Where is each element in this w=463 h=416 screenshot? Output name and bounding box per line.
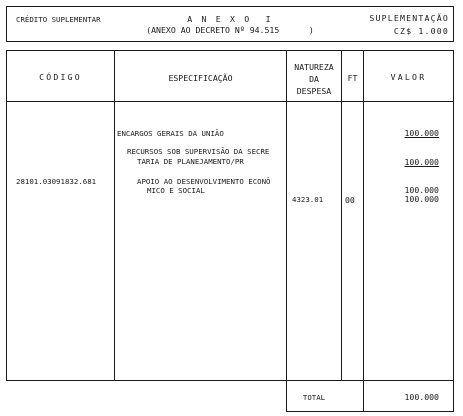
header-border-bottom [6, 41, 454, 42]
row-natureza: 4323.01 [292, 195, 324, 204]
row-ft: 00 [345, 195, 355, 205]
row-recursos-line1: RECURSOS SOB SUPERVISÃO DA SECRE [127, 147, 270, 156]
col-header-natureza-3: DESPESA [296, 86, 332, 96]
col-divider-natureza [341, 50, 342, 381]
header-credito-label: CRÉDITO SUPLEMENTAR [16, 15, 101, 24]
total-label: TOTAL [302, 393, 326, 402]
col-header-natureza-1: NATUREZA [294, 62, 334, 72]
header-anexo-subtitle: (ANEXO AO DECRETO Nº 94.515 ) [146, 25, 314, 35]
col-header-ft: FT [347, 73, 358, 83]
header-border-right [453, 6, 454, 42]
header-border-top [6, 6, 454, 7]
row-apoio-line2: MICO E SOCIAL [147, 186, 205, 195]
total-valor: 100.000 [404, 392, 439, 402]
table-border-bottom [6, 380, 454, 381]
row-apoio-valor-1: 100.000 [404, 185, 439, 195]
col-header-natureza-2: DA [309, 74, 319, 84]
header-anexo-title: A N E X O I [187, 14, 273, 24]
col-divider-codigo [114, 50, 115, 381]
total-box-bottom [286, 411, 454, 412]
table-border-left [6, 50, 7, 381]
row-encargos-valor: 100.000 [404, 128, 439, 138]
header-suplementacao-title: SUPLEMENTAÇÃO [369, 13, 449, 23]
table-border-top [6, 50, 454, 51]
row-encargos-label: ENCARGOS GERAIS DA UNIÃO [117, 129, 224, 138]
col-divider-especificacao [286, 50, 287, 412]
row-recursos-line2: TARIA DE PLANEJAMENTO/PR [137, 157, 244, 166]
row-codigo: 28101.03091832.681 [16, 177, 97, 186]
header-suplementacao-value: CZ$ 1.000 [393, 26, 449, 36]
row-apoio-valor-2: 100.000 [404, 194, 439, 204]
col-header-especificacao: ESPECIFICAÇÃO [168, 73, 233, 83]
row-apoio-line1: APOIO AO DESENVOLVIMENTO ECONÔ [137, 177, 271, 186]
header-border-left [6, 6, 7, 42]
col-header-codigo: CÓDIGO [39, 72, 82, 82]
table-border-right [453, 50, 454, 412]
col-divider-ft [363, 50, 364, 412]
table-header-divider [6, 101, 454, 102]
col-header-valor: VALOR [390, 72, 427, 82]
row-recursos-valor: 100.000 [404, 157, 439, 167]
